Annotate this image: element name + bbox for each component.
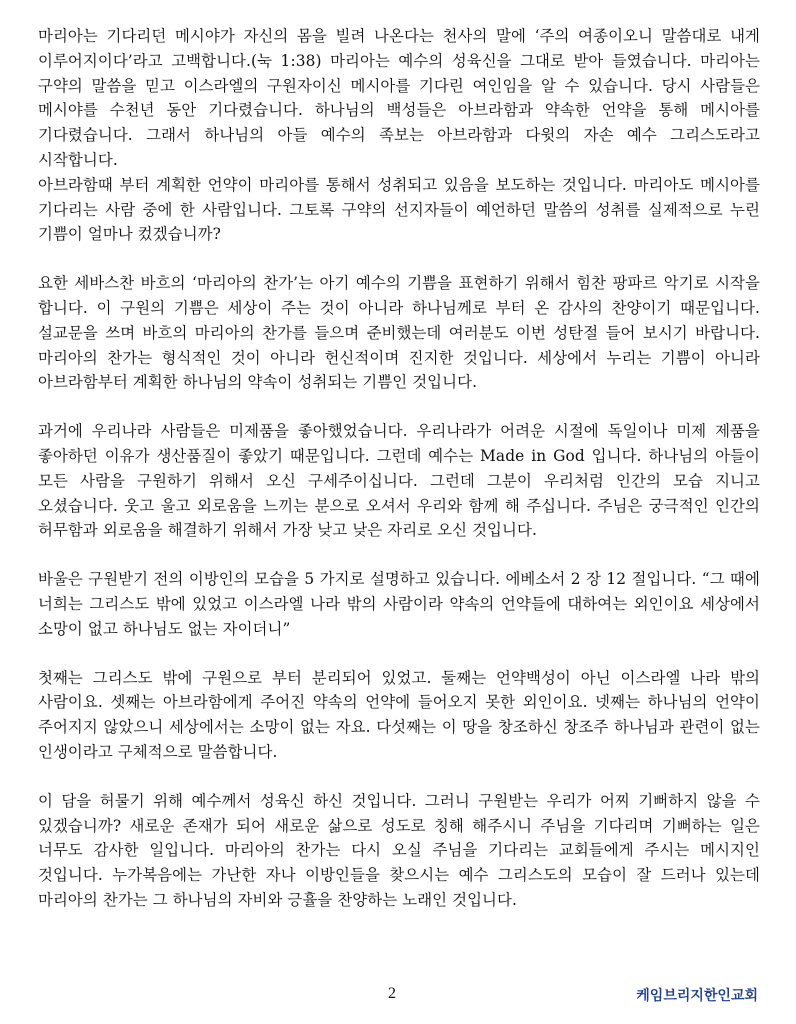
paragraph-five-points: 첫째는 그리스도 밖에 구원으로 부터 분리되어 있었고. 둘째는 언약백성이 아닌 이스라엘 나라 밖의 사람이요. 셋째는 아브라함에게 주어진 약속의 언약에 들어오지 못한 외인이요. 넷째는 하나님의 언약이 주어지지 않았으니 세상에서는 소망이 없는 자요. 다섯째는 이 땅을 창조하신 창조주 하나님과 관련이 없는 인생이라고 구체적으로 말씀합니다. <box>38 668 760 761</box>
paragraph-mary-messiah: 마리아는 기다리던 메시야가 자신의 몸을 빌려 나온다는 천사의 말에 ‘주의 여종이오니 말씀대로 내게 이루어지이다’라고 고백합니다.(눅 1:38) 마리아는 예수의 성육신을 그대로 받아 들였습니다. 마리아는 구약의 말씀을 믿고 이스라엘의 구원자이신 메시아를 기다린 여인임을 알 수 있습니다. 당시 사람들은 메시야를 수천년 동안 기다렸습니다. 하나님의 백성들은 아브라함과 약속한 언약을 통해 메시아를 기다렸습니다. 그래서 하나님의 아들 예수의 족보는 아브라함과 다윗의 자손 예수 그리스도라고 시작합니다. 아브라함때 부터 계획한 언약이 마리아를 통해서 성취되고 있음을 보도하는 것입니다. 마리아도 메시아를 기다리는 사람 중에 한 사람입니다. 그토록 구약의 선지자들이 예언하던 말씀의 성취를 실제적으로 누린 기쁨이 얼마나 컸겠습니까? <box>38 27 760 244</box>
paragraph-gap <box>38 543 760 567</box>
paragraph-bach-magnificat: 요한 세바스찬 바흐의 ‘마리아의 찬가’는 아기 예수의 기쁨을 표현하기 위해서 힘찬 팡파르 악기로 시작을 합니다. 이 구원의 기쁨은 세상이 주는 것이 아니라 하나님께로 부터 온 감사의 찬양이기 때문입니다. 설교문을 쓰며 바흐의 마리아의 찬가를 들으며 준비했는데 여러분도 이번 성탄절 들어 보시기 바랍니다. 마리아의 찬가는 형식적인 것이 아니라 헌신적이며 진지한 것입니다. 세상에서 누리는 기쁨이 아니라 아브라함부터 계획한 하나님의 약속이 성취되는 기쁨인 것입니다. <box>38 274 760 392</box>
page-footer <box>0 985 796 1009</box>
paragraph-gap <box>38 642 760 666</box>
paragraph-incarnation: 이 담을 허물기 위해 예수께서 성육신 하신 것입니다. 그러니 구원받는 우리가 어찌 기뻐하지 않을 수 있겠습니까? 새로운 존재가 되어 새로운 삶으로 성도로 칭해 해주시니 주님을 기다리며 기뻐하는 일은 너무도 감사한 일입니다. 마리아의 찬가는 다시 오실 주님을 기다리는 교회들에게 주시는 메시지인 것입니다. 누가복음에는 가난한 자나 이방인들을 찾으시는 예수 그리스도의 모습이 잘 드러나 있는데 마리아의 찬가는 그 하나님의 자비와 긍휼을 찬양하는 노래인 것입니다. <box>38 791 760 909</box>
paragraph-gap <box>38 247 760 271</box>
page-number: 2 <box>388 985 396 1002</box>
paragraph-gap <box>38 395 760 419</box>
paragraph-gap <box>38 765 760 789</box>
paragraph-made-in-god: 과거에 우리나라 사람들은 미제품을 좋아했었습니다. 우리나라가 어려운 시절에 독일이나 미제 제품을 좋아하던 이유가 생산품질이 좋았기 때문입니다. 그런데 예수는 Made in God 입니다. 하나님의 아들이 모든 사람을 구원하기 위해서 오신 구세주이십니다. 그런데 그분이 우리처럼 인간의 모습 지니고 오셨습니다. 웃고 울고 외로움을 느끼는 분으로 오셔서 우리와 함께 해 주십니다. 주님은 궁극적인 인간의 허무함과 외로움을 해결하기 위해서 가장 낮고 낮은 자리로 오신 것입니다. <box>38 422 760 540</box>
paragraph-paul-ephesians: 바울은 구원받기 전의 이방인의 모습을 5 가지로 설명하고 있습니다. 에베소서 2 장 12 절입니다. “그 때에 너희는 그리스도 밖에 있었고 이스라엘 나라 밖의 사람이라 약속의 언약들에 대하여는 외인이요 세상에서 소망이 없고 하나님도 없는 자이더니” <box>38 570 760 638</box>
document-body <box>38 24 760 913</box>
church-name-logo: 케임브리지한인교회 <box>636 988 758 1004</box>
